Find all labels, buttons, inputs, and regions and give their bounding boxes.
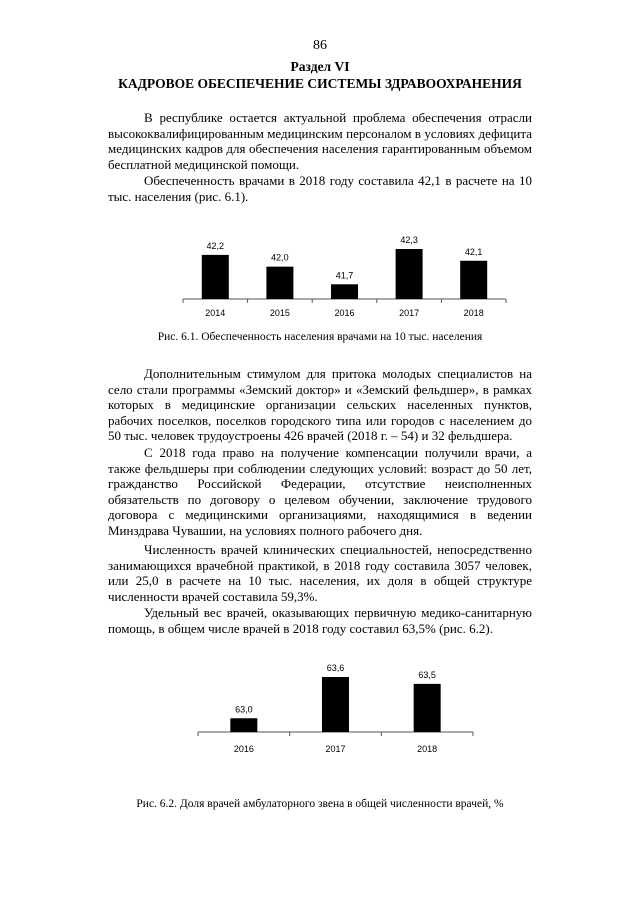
x-tick-label: 2016 (233, 744, 254, 754)
data-label: 63,5 (418, 669, 436, 680)
x-tick-label: 2015 (269, 308, 290, 318)
x-tick-label: 2017 (399, 308, 420, 318)
data-label: 63,0 (235, 704, 253, 715)
x-tick-label: 2018 (417, 744, 438, 754)
section-title: КАДРОВОЕ ОБЕСПЕЧЕНИЕ СИСТЕМЫ ЗДРАВООХРАНЕНИЯ (118, 76, 522, 91)
data-label: 42,1 (464, 246, 483, 257)
paragraph: В республике остается актуальной проблема обеспечения отрасли высококвалифицированным медицинским персоналом в условиях дефицита медицинских кадров для обеспечения населения гарантированным объемом бесплатной медицинской помощи. (108, 110, 532, 172)
chart-outpatient-physicians-share (0, 655, 640, 765)
bar (202, 255, 229, 299)
paragraph: Удельный вес врачей, оказывающих первичную медико-санитарную помощь, в общем числе врачей в 2018 году составил 63,5% (рис. 6.2). (108, 605, 532, 636)
data-label: 42,0 (271, 252, 289, 263)
data-label: 41,7 (335, 270, 354, 281)
chart-physicians-per-10k (0, 225, 640, 325)
paragraph: С 2018 года право на получение компенсации получили врачи, а также фельдшеры при соблюдении следующих условий: возраст до 50 лет, гражданство Российской Федерации, отсутствие неисполненных обязательств по договору о целевом обучении, заключение трудового договора с медицинскими организациями, находящимися в ведении Минздрава Чувашии, на условиях полного рабочего дня. (108, 445, 532, 538)
bar (230, 718, 257, 732)
bar (322, 677, 349, 732)
x-tick-label: 2018 (463, 308, 484, 318)
data-label: 42,3 (400, 235, 418, 245)
bar (460, 261, 487, 299)
section-heading: Раздел VI (290, 59, 350, 74)
bar (414, 684, 441, 732)
figure-caption-6-1: Рис. 6.1. Обеспеченность населения врачами на 10 тыс. населения (157, 331, 483, 343)
paragraph: Численность врачей клинических специальностей, непосредственно занимающихся врачебной практикой, в 2018 году составила 3057 человек, или 25,0 в расчете на 10 тыс. населения, их доля в общей структуре численности врачей составила 59,3%. (108, 542, 532, 604)
paragraph: Обеспеченность врачами в 2018 году составила 42,1 в расчете на 10 тыс. населения (рис. 6.1). (108, 173, 532, 204)
x-tick-label: 2014 (205, 308, 226, 318)
x-tick-label: 2016 (334, 308, 355, 318)
bar (266, 267, 293, 299)
data-label: 63,6 (326, 663, 345, 673)
figure-caption-6-2: Рис. 6.2. Доля врачей амбулаторного звена в общей численности врачей, % (136, 798, 504, 810)
data-label: 42,2 (206, 240, 225, 251)
page-number: 86 (313, 38, 327, 53)
bar (396, 249, 423, 299)
bar (331, 284, 358, 299)
paragraph: Дополнительным стимулом для притока молодых специалистов на село стали программы «Земский доктор» и «Земский фельдшер», в рамках которых в медицинские организации сельских населенных пунктов, рабочих поселков, поселков городского типа или городов с населением до 50 тыс. человек трудоустроены 426 врачей (2018 г. – 54) и 32 фельдшера. (108, 366, 532, 444)
x-tick-label: 2017 (325, 744, 346, 754)
